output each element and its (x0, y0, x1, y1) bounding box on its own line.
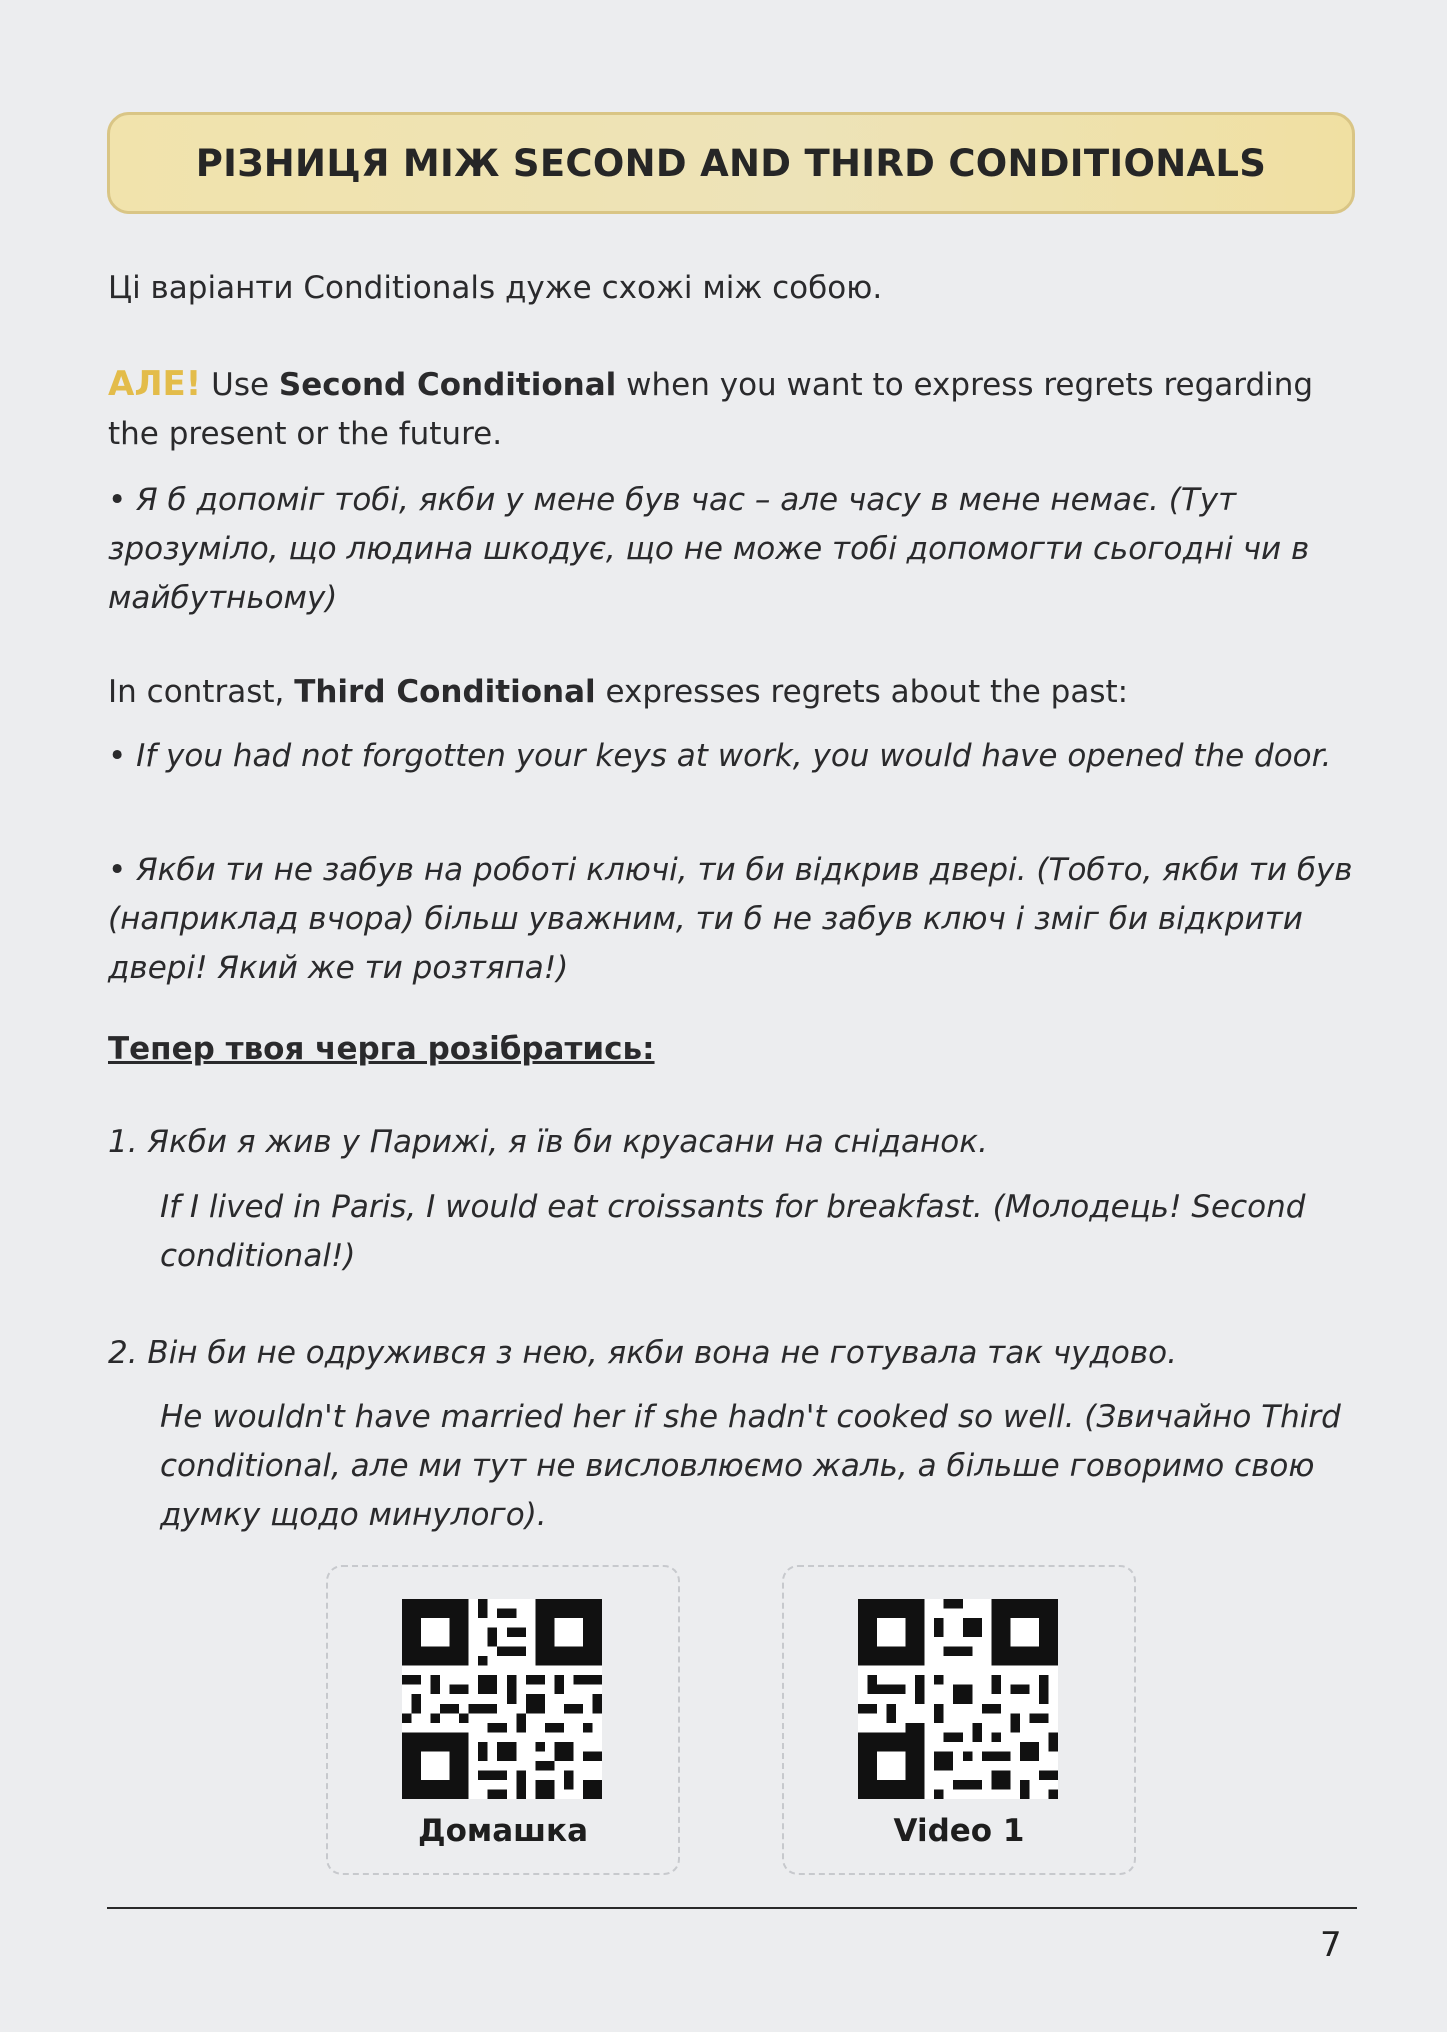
page-number: 7 (1320, 1925, 1342, 1965)
contrast-paragraph (108, 668, 1358, 717)
section-title: РІЗНИЦЯ МІЖ SECOND AND THIRD CONDITIONALS (195, 141, 1267, 185)
example-2: • If you had not forgotten your keys at work, you would have opened the door. (108, 738, 1332, 774)
task-1-answer: If I lived in Paris, I would eat croissants for breakfast. (Молодець! Second conditional!) (160, 1189, 1306, 1274)
example-1: • Я б допоміг тобі, якби у мене був час – але часу в мене немає. (Тут зрозуміло, що людина шкодує, що не може тобі допомогти сьогодні чи в майбутньому) (108, 482, 1310, 616)
footer-divider (107, 1907, 1357, 1909)
task-heading: Тепер твоя черга розібратись: (108, 1031, 655, 1067)
but-rest: when you want to express regrets regarding the present or the future. (108, 367, 1314, 452)
task-2-prompt: 2. Він би не одружився з нею, якби вона не готувала так чудово. (108, 1335, 1177, 1371)
qr-label-video: Video 1 (893, 1813, 1025, 1849)
but-use: Use (201, 367, 279, 403)
but-term: Second Conditional (278, 367, 617, 403)
qr-label-homework: Домашка (417, 1813, 589, 1849)
but-paragraph (108, 360, 1358, 459)
contrast-lead: In contrast, (108, 674, 295, 710)
example-3: • Якби ти не забув на роботі ключі, ти би відкрив двері. (Тобто, якби ти був (наприклад вчора) більш уважним, ти б не забув ключ і зміг би відкрити двері! Який же ти розтяпа!) (108, 852, 1353, 986)
section-title-box (107, 112, 1355, 214)
but-accent: АЛЕ! (108, 364, 202, 404)
qr-card-video[interactable] (782, 1565, 1136, 1875)
task-1-prompt: 1. Якби я жив у Парижі, я їв би круасани на сніданок. (108, 1124, 988, 1160)
qr-code-icon[interactable] (852, 1599, 1064, 1799)
contrast-rest: expresses regrets about the past: (595, 674, 1129, 710)
contrast-term: Third Conditional (294, 674, 596, 710)
intro-text: Ці варіанти Conditionals дуже схожі між собою. (108, 270, 883, 306)
qr-code-icon[interactable] (396, 1599, 608, 1799)
task-2-answer: He wouldn't have married her if she hadn't cooked so well. (Звичайно Third conditional, але ми тут не висловлюємо жаль, а більше говоримо свою думку щодо минулого). (160, 1399, 1341, 1533)
qr-card-homework[interactable] (326, 1565, 680, 1875)
